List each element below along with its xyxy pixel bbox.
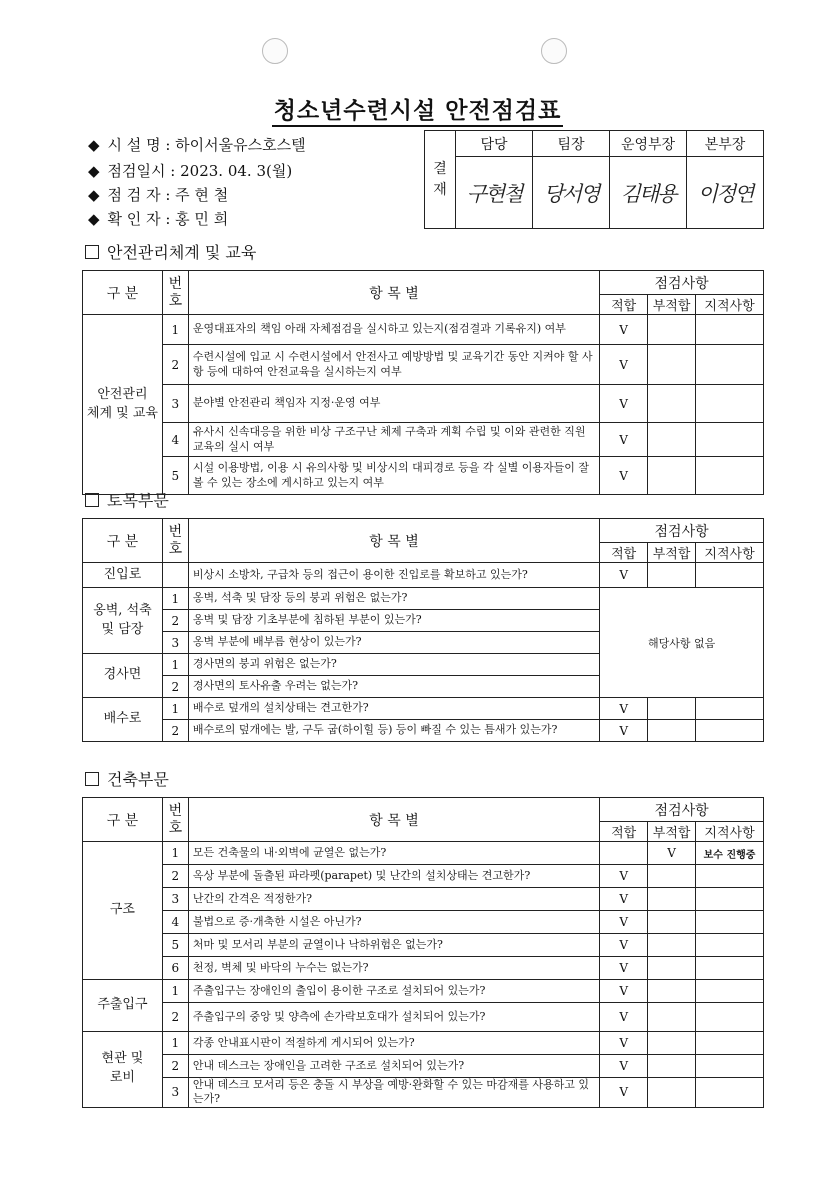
row-item-text: 비상시 소방차, 구급차 등의 접근이 용이한 진입로를 확보하고 있는가?: [188, 563, 599, 588]
header-category: 구 분: [83, 519, 163, 563]
check-mark: V: [619, 915, 628, 929]
not-applicable-cell: 해당사항 없음: [600, 588, 764, 698]
ok-cell: [600, 720, 648, 742]
row-item-text: 안내 데스크는 장애인을 고려한 구조로 설치되어 있는가?: [188, 1055, 599, 1078]
row-item-text: 처마 및 모서리 부분의 균열이나 낙하위험은 없는가?: [188, 934, 599, 957]
ok-cell: [600, 934, 648, 957]
bad-cell: [648, 1032, 696, 1055]
header-item: 항 목 별: [188, 519, 599, 563]
ok-cell: [600, 1032, 648, 1055]
row-number: 3: [162, 1078, 188, 1108]
header-bad: 부적합: [648, 295, 696, 315]
bad-cell: [648, 385, 696, 423]
header-bad: 부적합: [648, 543, 696, 563]
check-mark: V: [619, 938, 628, 952]
header-check: 점검사항: [600, 519, 764, 543]
table-row: [83, 563, 764, 588]
row-number: 4: [162, 911, 188, 934]
check-mark: V: [619, 1010, 628, 1024]
info-inspector: ◆ 점 검 자 : 주 현 철: [88, 186, 229, 204]
table-row: [83, 1055, 764, 1078]
bad-cell: [648, 911, 696, 934]
row-number: 2: [162, 345, 188, 385]
row-item-text: 배수로의 덮개에는 발, 구두 굽(하이힐 등) 등이 빠질 수 있는 틈새가 있는가?: [188, 720, 599, 742]
row-item-text: 경사면의 토사유출 우려는 없는가?: [188, 676, 599, 698]
header-note: 지적사항: [696, 543, 764, 563]
header-bad: 부적합: [648, 822, 696, 842]
bad-cell: [648, 457, 696, 495]
table-row: [83, 698, 764, 720]
table-row: [83, 1078, 764, 1108]
note-cell: [696, 934, 764, 957]
check-mark: V: [619, 468, 628, 483]
approval-role: 팀장: [533, 131, 610, 157]
bad-cell: [648, 720, 696, 742]
note-cell: 보수 진행중: [696, 842, 764, 865]
row-category: 현관 및 로비: [83, 1032, 163, 1108]
row-item-text: 배수로 덮개의 설치상태는 견고한가?: [188, 698, 599, 720]
bad-cell: [648, 423, 696, 457]
ok-cell: [600, 385, 648, 423]
row-item-text: 각종 안내표시판이 적절하게 게시되어 있는가?: [188, 1032, 599, 1055]
header-number: 번 호: [162, 798, 188, 842]
note-cell: [696, 720, 764, 742]
row-item-text: 유사시 신속대응을 위한 비상 구조구난 체제 구축과 계획 수립 및 이와 관련한 직원 교육의 실시 여부: [188, 423, 599, 457]
row-item-text: 안내 데스크 모서리 등은 충돌 시 부상을 예방·완화할 수 있는 마감재를 사용하고 있는가?: [188, 1078, 599, 1108]
approval-role: 운영부장: [610, 131, 687, 157]
ok-cell: [600, 457, 648, 495]
row-item-text: 모든 건축물의 내·외벽에 균열은 없는가?: [188, 842, 599, 865]
note-cell: [696, 1032, 764, 1055]
approval-table: [424, 130, 764, 229]
diamond-bullet-icon: ◆: [88, 136, 100, 154]
row-category: 진입로: [83, 563, 163, 588]
header-ok: 적합: [600, 295, 648, 315]
ok-cell: [600, 563, 648, 588]
row-number: 1: [162, 842, 188, 865]
signature: 당서영: [543, 181, 599, 206]
table-row: [83, 957, 764, 980]
header-category: 구 분: [83, 798, 163, 842]
ok-cell: [600, 1078, 648, 1108]
note-cell: [696, 1055, 764, 1078]
table-row: [83, 345, 764, 385]
table-row: [83, 842, 764, 865]
check-mark: V: [619, 432, 628, 447]
note-cell: [696, 385, 764, 423]
signature: 이정연: [697, 181, 753, 206]
bad-cell: [648, 957, 696, 980]
check-mark: V: [619, 892, 628, 906]
table-row: [83, 1003, 764, 1032]
bad-cell: [648, 315, 696, 345]
punch-hole-left: [262, 38, 288, 64]
note-cell: [696, 865, 764, 888]
table-row: [83, 980, 764, 1003]
row-number: 1: [162, 588, 188, 610]
info-date: ◆ 점검일시 : 2023. 04. 3(월): [88, 162, 293, 180]
note-cell: [696, 423, 764, 457]
inspection-table: [82, 797, 764, 1108]
table-row: [83, 720, 764, 742]
row-category: 경사면: [83, 654, 163, 698]
row-item-text: 주출입구는 장애인의 출입이 용이한 구조로 설치되어 있는가?: [188, 980, 599, 1003]
bad-cell: [648, 1078, 696, 1108]
bad-cell: [648, 698, 696, 720]
row-number: 4: [162, 423, 188, 457]
ok-cell: [600, 423, 648, 457]
note-cell: [696, 315, 764, 345]
header-note: 지적사항: [696, 822, 764, 842]
header-note: 지적사항: [696, 295, 764, 315]
inspection-table: [82, 270, 764, 495]
signature: 구현철: [466, 181, 522, 206]
table-row: [83, 888, 764, 911]
table-row: [83, 911, 764, 934]
inspection-table: [82, 518, 764, 742]
bad-cell: [648, 865, 696, 888]
table-row: [83, 1032, 764, 1055]
bad-cell: [648, 934, 696, 957]
row-item-text: 옹벽 부분에 배부름 현상이 있는가?: [188, 632, 599, 654]
row-item-text: 옥상 부분에 돌출된 파라펫(parapet) 및 난간의 설치상태는 견고한가?: [188, 865, 599, 888]
header-item: 항 목 별: [188, 271, 599, 315]
check-mark: V: [619, 322, 628, 337]
note-cell: [696, 563, 764, 588]
ok-cell: [600, 315, 648, 345]
header-category: 구 분: [83, 271, 163, 315]
checkbox-square-icon: [85, 245, 99, 259]
row-number: 1: [162, 980, 188, 1003]
row-number: 1: [162, 654, 188, 676]
note-cell: [696, 457, 764, 495]
punch-hole-right: [541, 38, 567, 64]
row-item-text: 주출입구의 중앙 및 양측에 손가락보호대가 설치되어 있는가?: [188, 1003, 599, 1032]
approval-label: 결 재: [425, 131, 456, 229]
approval-role: 담당: [456, 131, 533, 157]
header-number: 번 호: [162, 271, 188, 315]
row-item-text: 옹벽 및 담장 기초부분에 침하된 부분이 있는가?: [188, 610, 599, 632]
header-check: 점검사항: [600, 798, 764, 822]
info-confirmer: ◆ 확 인 자 : 홍 민 희: [88, 210, 229, 228]
header-ok: 적합: [600, 543, 648, 563]
table-row: [83, 423, 764, 457]
row-item-text: 수련시설에 입교 시 수련시설에서 안전사고 예방방법 및 교육기간 동안 지켜야 할 사항 등에 대하여 안전교육을 실시하는지 여부: [188, 345, 599, 385]
check-mark: V: [619, 568, 628, 582]
ok-cell: [600, 888, 648, 911]
ok-cell: [600, 698, 648, 720]
note-cell: [696, 957, 764, 980]
row-number: 1: [162, 1032, 188, 1055]
check-mark: V: [619, 869, 628, 883]
table-row: [83, 865, 764, 888]
row-number: 3: [162, 385, 188, 423]
check-mark: V: [619, 1085, 628, 1100]
check-mark: V: [619, 1059, 628, 1073]
note-cell: [696, 911, 764, 934]
ok-cell: [600, 1003, 648, 1032]
checkbox-square-icon: [85, 493, 99, 507]
row-number: 1: [162, 315, 188, 345]
table-row: [83, 457, 764, 495]
row-number: 5: [162, 457, 188, 495]
section-title: 토목부문: [85, 488, 169, 511]
row-item-text: 옹벽, 석축 및 담장 등의 붕괴 위험은 없는가?: [188, 588, 599, 610]
row-number: 6: [162, 957, 188, 980]
note-cell: [696, 345, 764, 385]
ok-cell: [600, 865, 648, 888]
ok-cell: [600, 911, 648, 934]
row-item-text: 분야별 안전관리 책임자 지정·운영 여부: [188, 385, 599, 423]
row-number: [162, 563, 188, 588]
table-row: [83, 385, 764, 423]
bad-cell: [648, 888, 696, 911]
ok-cell: [600, 1055, 648, 1078]
check-mark: V: [619, 723, 628, 738]
row-number: 3: [162, 888, 188, 911]
signature: 김태용: [620, 181, 676, 206]
check-mark: V: [619, 984, 628, 998]
bad-cell: [648, 345, 696, 385]
row-number: 1: [162, 698, 188, 720]
ok-cell: [600, 345, 648, 385]
row-number: 2: [162, 865, 188, 888]
header-check: 점검사항: [600, 271, 764, 295]
row-number: 2: [162, 720, 188, 742]
row-category: 안전관리 체계 및 교육: [83, 315, 163, 495]
document-title: 청소년수련시설 안전점검표: [0, 92, 835, 125]
bad-cell: [648, 842, 696, 865]
row-item-text: 경사면의 붕괴 위험은 없는가?: [188, 654, 599, 676]
row-number: 3: [162, 632, 188, 654]
table-row: [83, 315, 764, 345]
approval-role: 본부장: [687, 131, 764, 157]
header-item: 항 목 별: [188, 798, 599, 842]
check-mark: V: [619, 701, 628, 716]
row-item-text: 운영대표자의 책임 아래 자체점검을 실시하고 있는지(점검결과 기록유지) 여부: [188, 315, 599, 345]
row-item-text: 난간의 간격은 적정한가?: [188, 888, 599, 911]
row-category: 구조: [83, 842, 163, 980]
bad-cell: [648, 1055, 696, 1078]
note-cell: [696, 1003, 764, 1032]
section-title: 건축부문: [85, 767, 169, 790]
table-row: [83, 588, 764, 610]
row-number: 5: [162, 934, 188, 957]
row-item-text: 시설 이용방법, 이용 시 유의사항 및 비상시의 대피경로 등을 각 실별 이용자들이 잘 볼 수 있는 장소에 게시하고 있는지 여부: [188, 457, 599, 495]
note-cell: [696, 698, 764, 720]
bad-cell: [648, 563, 696, 588]
check-mark: V: [619, 1036, 628, 1050]
diamond-bullet-icon: ◆: [88, 210, 100, 228]
row-category: 옹벽, 석축 및 담장: [83, 588, 163, 654]
checkbox-square-icon: [85, 772, 99, 786]
diamond-bullet-icon: ◆: [88, 186, 100, 204]
ok-cell: [600, 957, 648, 980]
check-mark: V: [619, 396, 628, 411]
diamond-bullet-icon: ◆: [88, 162, 100, 180]
row-category: 배수로: [83, 698, 163, 742]
row-number: 2: [162, 1003, 188, 1032]
section-title: 안전관리체계 및 교육: [85, 240, 256, 263]
check-mark: V: [619, 961, 628, 975]
row-item-text: 천정, 벽체 및 바닥의 누수는 없는가?: [188, 957, 599, 980]
row-item-text: 불법으로 증·개축한 시설은 아닌가?: [188, 911, 599, 934]
note-cell: [696, 888, 764, 911]
ok-cell: [600, 842, 648, 865]
row-number: 2: [162, 610, 188, 632]
row-number: 2: [162, 1055, 188, 1078]
header-number: 번 호: [162, 519, 188, 563]
header-ok: 적합: [600, 822, 648, 842]
check-mark: V: [619, 357, 628, 372]
info-facility: ◆ 시 설 명 : 하이서울유스호스텔: [88, 136, 306, 154]
note-cell: [696, 980, 764, 1003]
table-row: [83, 934, 764, 957]
note-cell: [696, 1078, 764, 1108]
row-number: 2: [162, 676, 188, 698]
check-mark: V: [667, 846, 676, 860]
bad-cell: [648, 980, 696, 1003]
bad-cell: [648, 1003, 696, 1032]
row-category: 주출입구: [83, 980, 163, 1032]
ok-cell: [600, 980, 648, 1003]
